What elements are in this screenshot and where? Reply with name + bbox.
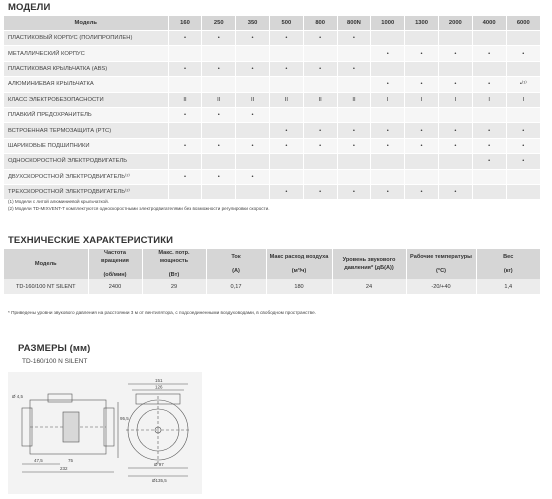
tech-header-row [4, 249, 540, 279]
feature-value-cell: I [371, 92, 405, 107]
feature-value-cell [405, 61, 439, 76]
feature-value-cell: • [472, 46, 506, 61]
feature-value-cell [269, 154, 303, 169]
feature-label: АЛЮМИНИЕВАЯ КРЫЛЬЧАТКА [4, 77, 168, 92]
feature-value-cell: • [405, 77, 439, 92]
dim-diam-135-5: Ø135,5 [152, 478, 167, 483]
feature-value-cell [168, 154, 202, 169]
feature-value-cell [371, 107, 405, 122]
feature-value-cell: • [438, 138, 472, 153]
feature-value-cell [168, 77, 202, 92]
tech-cell: 0,17 [206, 279, 266, 294]
feature-value-cell: • [236, 138, 270, 153]
feature-value-cell [438, 61, 472, 76]
feature-value-cell [202, 46, 236, 61]
feature-label: ДВУХСКОРОСТНОЙ ЭЛЕКТРОДВИГАТЕЛЬ⁽²⁾ [4, 169, 168, 184]
feature-value-cell [472, 61, 506, 76]
tech-header: Макс. потр. мощность (Вт) [142, 249, 206, 279]
feature-value-cell [168, 184, 202, 199]
feature-value-cell [438, 154, 472, 169]
feature-value-cell [269, 169, 303, 184]
feature-value-cell [405, 31, 439, 46]
feature-value-cell: • [371, 184, 405, 199]
dim-75: 75 [68, 458, 74, 463]
tech-header: Макс расход воздуха (м³/ч) [266, 249, 332, 279]
feature-value-cell [303, 169, 337, 184]
feature-value-cell [405, 169, 439, 184]
feature-value-cell: • [303, 123, 337, 138]
feature-value-cell: • [337, 61, 371, 76]
tech-header: Уровень звукового давления* (дБ(А)) [332, 249, 406, 279]
tech-header: Вес (кг) [476, 249, 540, 279]
feature-value-cell: • [506, 46, 540, 61]
feature-value-cell: • [168, 31, 202, 46]
model-col-header: 4000 [472, 16, 506, 31]
feature-value-cell [405, 107, 439, 122]
feature-value-cell [303, 107, 337, 122]
feature-value-cell: • [202, 31, 236, 46]
feature-value-cell: II [269, 92, 303, 107]
tech-cell-model: TD-160/100 NT SILENT [4, 279, 88, 294]
model-col-header: 250 [202, 16, 236, 31]
feature-value-cell: • [303, 138, 337, 153]
feature-value-cell [202, 184, 236, 199]
feature-value-cell: • [269, 61, 303, 76]
dim-126: 126 [155, 384, 163, 390]
feature-label: ПЛАСТИКОВАЯ КРЫЛЬЧАТКА (ABS) [4, 61, 168, 76]
feature-label: ТРЕХСКОРОСТНОЙ ЭЛЕКТРОДВИГАТЕЛЬ⁽²⁾ [4, 184, 168, 199]
models-note: (1) Модели с литой алюминиевой крыльчаткой. [8, 199, 109, 204]
feature-value-cell [371, 31, 405, 46]
feature-value-cell: • [168, 169, 202, 184]
feature-value-cell [438, 107, 472, 122]
feature-value-cell [405, 154, 439, 169]
model-col-header: 6000 [506, 16, 540, 31]
model-col-header: 2000 [438, 16, 472, 31]
feature-value-cell: • [438, 46, 472, 61]
feature-value-cell: • [472, 154, 506, 169]
models-notes [8, 199, 270, 212]
feature-value-cell: • [236, 169, 270, 184]
feature-value-cell [337, 46, 371, 61]
model-feature-row [4, 31, 540, 46]
feature-value-cell: • [405, 123, 439, 138]
feature-value-cell: • [337, 31, 371, 46]
dim-47-5: 47,5 [34, 458, 43, 463]
feature-value-cell: • [303, 184, 337, 199]
model-col-header: 160 [168, 16, 202, 31]
feature-value-cell: • [405, 138, 439, 153]
model-feature-row [4, 184, 540, 199]
dim-diam-97: Ø 97 [154, 462, 164, 467]
feature-label: ПЛАВКИЙ ПРЕДОХРАНИТЕЛЬ [4, 107, 168, 122]
feature-value-cell: • [472, 138, 506, 153]
feature-label: КЛАСС ЭЛЕКТРОБЕЗОПАСНОСТИ [4, 92, 168, 107]
feature-value-cell: • [337, 123, 371, 138]
side-view-box [48, 394, 72, 402]
model-feature-row [4, 169, 540, 184]
feature-value-cell [168, 46, 202, 61]
feature-value-cell [472, 107, 506, 122]
feature-value-cell [269, 46, 303, 61]
dimensions-title: РАЗМЕРЫ (мм) [18, 343, 91, 354]
feature-value-cell: • [269, 123, 303, 138]
tech-header: Частота вращения (об/мин) [88, 249, 142, 279]
model-col-header: 800 [303, 16, 337, 31]
feature-label: МЕТАЛЛИЧЕСКИЙ КОРПУС [4, 46, 168, 61]
feature-value-cell [236, 77, 270, 92]
models-title: МОДЕЛИ [8, 2, 51, 13]
feature-value-cell: • [303, 31, 337, 46]
dim-95-5: 95,5 [120, 416, 129, 421]
feature-value-cell [506, 107, 540, 122]
feature-value-cell: I [438, 92, 472, 107]
feature-value-cell: • [371, 123, 405, 138]
feature-value-cell [168, 123, 202, 138]
model-feature-row [4, 46, 540, 61]
feature-value-cell [202, 154, 236, 169]
feature-value-cell [236, 154, 270, 169]
feature-value-cell: II [168, 92, 202, 107]
feature-value-cell: • [202, 138, 236, 153]
model-feature-row [4, 77, 540, 92]
tech-cell: 29 [142, 279, 206, 294]
tech-header: Рабочие температуры (°С) [406, 249, 476, 279]
tech-footnote: * Приведены уровни звукового давления на расстоянии 3 м от вентилятора, с подсоединенными воздуховодами, в свободном пространстве. [8, 310, 317, 315]
feature-value-cell: • [236, 31, 270, 46]
tech-header-model: Модель [4, 249, 88, 279]
feature-value-cell [202, 77, 236, 92]
feature-value-cell [337, 154, 371, 169]
model-col-header: 1300 [405, 16, 439, 31]
feature-value-cell: • [202, 61, 236, 76]
dim-151: 151 [155, 378, 163, 383]
feature-value-cell: • [371, 77, 405, 92]
feature-value-cell: • [236, 107, 270, 122]
feature-value-cell: • [371, 46, 405, 61]
feature-value-cell [269, 77, 303, 92]
model-col-header: 800N [337, 16, 371, 31]
feature-value-cell [472, 31, 506, 46]
feature-value-cell: I [506, 92, 540, 107]
feature-value-cell [303, 154, 337, 169]
feature-value-cell [438, 31, 472, 46]
tech-table [4, 249, 540, 294]
tech-title: ТЕХНИЧЕСКИЕ ХАРАКТЕРИСТИКИ [8, 235, 174, 246]
feature-value-cell: • [303, 61, 337, 76]
feature-value-cell [269, 107, 303, 122]
feature-value-cell [472, 169, 506, 184]
tech-cell: 2400 [88, 279, 142, 294]
feature-value-cell [303, 46, 337, 61]
feature-label: ШАРИКОВЫЕ ПОДШИПНИКИ [4, 138, 168, 153]
feature-value-cell [337, 169, 371, 184]
feature-value-cell: • [168, 138, 202, 153]
tech-cell: 180 [266, 279, 332, 294]
feature-value-cell [371, 154, 405, 169]
feature-value-cell: • [438, 184, 472, 199]
feature-value-cell: • [472, 77, 506, 92]
tech-cell: 24 [332, 279, 406, 294]
model-feature-row [4, 138, 540, 153]
model-feature-row [4, 154, 540, 169]
model-feature-row [4, 92, 540, 107]
model-col-header: 1000 [371, 16, 405, 31]
feature-value-cell: • [438, 77, 472, 92]
feature-value-cell [337, 107, 371, 122]
feature-value-cell: • [371, 138, 405, 153]
feature-label: ОДНОСКОРОСТНОЙ ЭЛЕКТРОДВИГАТЕЛЬ [4, 154, 168, 169]
feature-label: ПЛАСТИКОВЫЙ КОРПУС (ПОЛИПРОПИЛЕН) [4, 31, 168, 46]
feature-value-cell: II [303, 92, 337, 107]
feature-value-cell [506, 169, 540, 184]
feature-value-cell: • [168, 107, 202, 122]
feature-value-cell: • [236, 61, 270, 76]
dimensions-model-label: TD-160/100 N SILENT [22, 358, 88, 365]
model-feature-row [4, 107, 540, 122]
feature-value-cell [303, 77, 337, 92]
feature-value-cell: • [269, 31, 303, 46]
models-header-label: Модель [4, 16, 168, 31]
feature-value-cell: • [202, 107, 236, 122]
feature-value-cell: • [506, 154, 540, 169]
model-feature-row [4, 61, 540, 76]
models-table [4, 16, 540, 200]
feature-value-cell: • [269, 184, 303, 199]
feature-value-cell: • [269, 138, 303, 153]
model-feature-row [4, 123, 540, 138]
feature-value-cell: • [202, 169, 236, 184]
feature-value-cell [506, 184, 540, 199]
model-col-header: 500 [269, 16, 303, 31]
feature-value-cell: •⁽¹⁾ [506, 77, 540, 92]
feature-value-cell [202, 123, 236, 138]
feature-value-cell: • [337, 138, 371, 153]
tech-header: Ток (А) [206, 249, 266, 279]
feature-value-cell: II [202, 92, 236, 107]
feature-value-cell [236, 46, 270, 61]
dim-232: 232 [60, 466, 68, 471]
dimension-drawing-svg [8, 372, 202, 494]
feature-value-cell: II [337, 92, 371, 107]
feature-value-cell [337, 77, 371, 92]
tech-cell: 1,4 [476, 279, 540, 294]
feature-value-cell: • [472, 123, 506, 138]
feature-value-cell [506, 31, 540, 46]
feature-value-cell [506, 61, 540, 76]
feature-value-cell: • [438, 123, 472, 138]
models-note: (2) Модели TD-MIXVENT-T комплектуются односкоростными электродвигателями без возможности регулировки скорости. [8, 205, 270, 211]
feature-value-cell: II [236, 92, 270, 107]
feature-value-cell [371, 61, 405, 76]
dim-diam-4-5: Ø 4,5 [12, 394, 24, 399]
feature-value-cell [438, 169, 472, 184]
feature-value-cell: • [506, 138, 540, 153]
feature-value-cell: I [472, 92, 506, 107]
feature-value-cell [371, 169, 405, 184]
feature-value-cell: I [405, 92, 439, 107]
feature-label: ВСТРОЕННАЯ ТЕРМОЗАЩИТА (PTC) [4, 123, 168, 138]
model-col-header: 350 [236, 16, 270, 31]
feature-value-cell: • [405, 184, 439, 199]
feature-value-cell: • [337, 184, 371, 199]
models-header-row [4, 16, 540, 31]
feature-value-cell [236, 184, 270, 199]
feature-value-cell [236, 123, 270, 138]
feature-value-cell: • [405, 46, 439, 61]
feature-value-cell: • [506, 123, 540, 138]
feature-value-cell [472, 184, 506, 199]
tech-cell: -20/+40 [406, 279, 476, 294]
dimension-drawing [8, 372, 202, 494]
feature-value-cell: • [168, 61, 202, 76]
tech-data-row [4, 279, 540, 294]
